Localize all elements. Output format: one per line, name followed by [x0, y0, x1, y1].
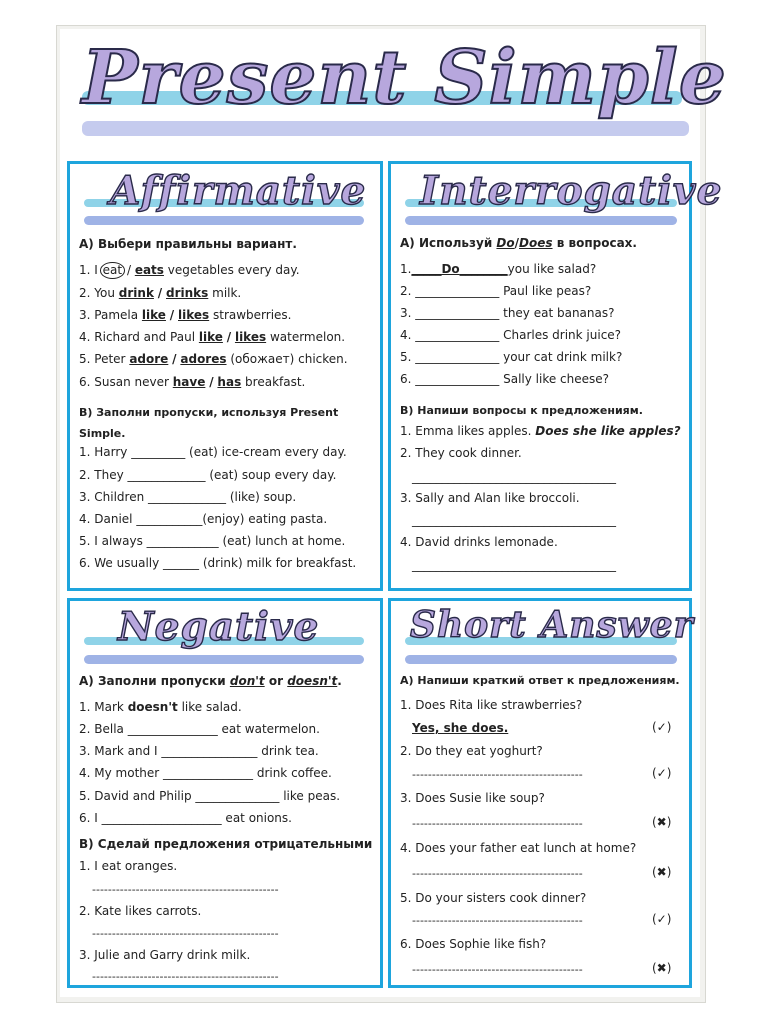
- cross-mark-icon: (✖): [652, 815, 672, 829]
- answer-line: -----------------------------------------------: [92, 970, 279, 983]
- list-item: 3. Pamela like / likes strawberries.: [79, 308, 292, 322]
- interrogative-part-a-instruction: A) Используй Do/Does в вопросах.: [400, 236, 637, 250]
- check-mark-icon: (✓): [652, 912, 672, 926]
- short-answer-instruction: A) Напиши краткий ответ к предложениям.: [400, 674, 680, 687]
- answer-line: -------------------------------------------: [412, 963, 583, 976]
- list-item: 5. David and Philip ______________ like peas.: [79, 789, 341, 803]
- list-item: 4. Does your father eat lunch at home?: [400, 841, 637, 855]
- short-answer-stripe-lavender: [405, 655, 677, 664]
- affirmative-heading: Affirmative: [110, 168, 367, 214]
- list-item: 6. Does Sophie like fish?: [400, 937, 547, 951]
- negative-heading: Negative: [118, 604, 320, 650]
- affirmative-part-b-instruction-cont: Simple.: [79, 427, 126, 440]
- list-item: 3. Children _____________ (like) soup.: [79, 490, 297, 504]
- answer-line: -------------------------------------------: [412, 768, 583, 781]
- list-item: 5. ______________ your cat drink milk?: [400, 350, 623, 364]
- list-item: 1. I eat oranges.: [79, 859, 178, 873]
- list-item: 4. Richard and Paul like / likes watermelon.: [79, 330, 346, 344]
- interrogative-stripe-lavender: [405, 216, 677, 225]
- affirmative-part-b-instruction: B) Заполни пропуски, используя Present: [79, 406, 339, 419]
- interrogative-heading: Interrogative: [420, 168, 723, 214]
- title-stripe-lavender: [82, 121, 689, 136]
- list-item: 3. ______________ they eat bananas?: [400, 306, 615, 320]
- list-item: 5. Peter adore / adores (обожает) chicken.: [79, 352, 348, 366]
- list-item: 6. I ____________________ eat onions.: [79, 811, 292, 825]
- check-mark-icon: (✓): [652, 766, 672, 780]
- answer-line: __________________________________: [412, 558, 616, 572]
- list-item: 3. Julie and Garry drink milk.: [79, 948, 251, 962]
- list-item: 2. Do they eat yoghurt?: [400, 744, 543, 758]
- list-item: 1. Does Rita like strawberries?: [400, 698, 583, 712]
- list-item: 4. ______________ Charles drink juice?: [400, 328, 622, 342]
- answer-line: __________________________________: [412, 513, 616, 527]
- answer-line: -------------------------------------------: [412, 867, 583, 880]
- list-item: 5. I always ____________ (eat) lunch at home.: [79, 534, 346, 548]
- list-item: 2. They _____________ (eat) soup every day.: [79, 468, 337, 482]
- negative-part-a-instruction: A) Заполни пропуски don't or doesn't.: [79, 674, 342, 688]
- list-item: 2. They cook dinner.: [400, 446, 522, 460]
- circled-answer: eat: [100, 262, 125, 279]
- short-answer-example: Yes, she does.: [412, 721, 509, 735]
- answer-line: -----------------------------------------------: [92, 883, 279, 896]
- list-item: 3. Does Susie like soup?: [400, 791, 545, 805]
- page-title: Present Simple: [82, 35, 727, 121]
- list-item: 6. Susan never have / has breakfast.: [79, 375, 306, 389]
- cross-mark-icon: (✖): [652, 961, 672, 975]
- list-item: 1._____Do________you like salad?: [400, 262, 597, 276]
- answer-line: -----------------------------------------------: [92, 927, 279, 940]
- list-item: 2. ______________ Paul like peas?: [400, 284, 592, 298]
- list-item: 3. Sally and Alan like broccoli.: [400, 491, 580, 505]
- answer-line: __________________________________: [412, 470, 616, 484]
- affirmative-stripe-lavender: [84, 216, 364, 225]
- cross-mark-icon: (✖): [652, 865, 672, 879]
- list-item: 6. ______________ Sally like cheese?: [400, 372, 610, 386]
- negative-stripe-lavender: [84, 655, 364, 664]
- list-item: 2. Bella _______________ eat watermelon.: [79, 722, 320, 736]
- list-item: 3. Mark and I ________________ drink tea.: [79, 744, 319, 758]
- list-item: 1. Harry _________ (eat) ice-cream every day.: [79, 445, 347, 459]
- list-item: 2. Kate likes carrots.: [79, 904, 202, 918]
- interrogative-part-b-instruction: B) Напиши вопросы к предложениям.: [400, 404, 643, 417]
- list-item: 2. You drink / drinks milk.: [79, 286, 242, 300]
- list-item: 4. Daniel ___________(enjoy) eating pasta.: [79, 512, 328, 526]
- short-answer-heading: Short Answer: [410, 604, 694, 646]
- list-item: 4. David drinks lemonade.: [400, 535, 558, 549]
- list-item: 6. We usually ______ (drink) milk for breakfast.: [79, 556, 357, 570]
- list-item: 5. Do your sisters cook dinner?: [400, 891, 587, 905]
- affirmative-part-a-instruction: A) Выбери правильны вариант.: [79, 237, 297, 251]
- list-item: 4. My mother _______________ drink coffee.: [79, 766, 332, 780]
- negative-part-b-instruction: B) Сделай предложения отрицательными: [79, 837, 373, 851]
- answer-line: -------------------------------------------: [412, 817, 583, 830]
- check-mark-icon: (✓): [652, 720, 672, 734]
- list-item: 1. Mark doesn't like salad.: [79, 700, 242, 714]
- list-item: 1. Emma likes apples. Does she like apples?: [400, 424, 681, 438]
- answer-line: -------------------------------------------: [412, 914, 583, 927]
- list-item: 1. I eat / eats vegetables every day.: [79, 263, 300, 277]
